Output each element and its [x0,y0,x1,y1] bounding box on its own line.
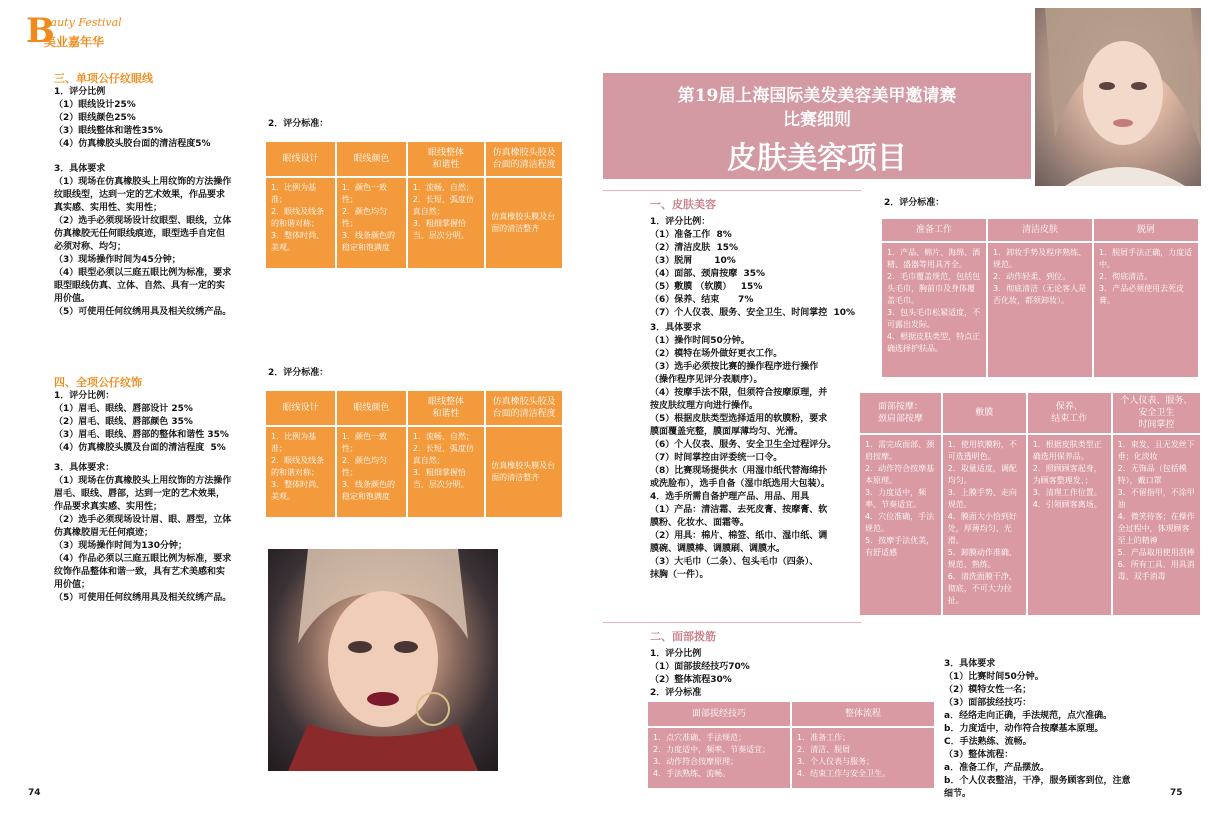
text-line: （3）大毛巾（二条）、包头毛巾（四条）、 [650,557,819,567]
text-line: 2．评分标准 [650,688,702,698]
text-line: （5）敷膜 （软膜） 15% [650,282,763,292]
table-cell: 1．比例为基准； 2．眼线及线条的和谐对称； 3．整体时尚、美观。 [266,178,335,268]
section-2-score-table [646,700,936,790]
table-header: 准备工作 [882,219,986,241]
text-line: 1．评分比例： [54,391,115,401]
text-line: （5）可使用任何纹绣用具及相关纹绣产品。 [54,593,232,603]
table-header: 眼线颜色 [337,391,406,425]
table-cell: 1．准备工作； 2．清洁、脱屑 3．个人仪表与服务； 4．结束工作与安全卫生。 [792,728,934,788]
table-cell: 1．点穴准确、手法规范； 2．力度适中，频率、节奏适宜； 3．动作符合按摩原理； 4．手法熟练、流畅。 [648,728,790,788]
table-cell: 1．流畅、自然； 2．长短、弧度仿真自然； 3．粗细掌握恰当、层次分明。 [408,427,484,517]
table-header: 面部拔经技巧 [648,702,790,726]
table-header: 眼线设计 [266,391,335,425]
text-line: （操作程序见评分表顺序）。 [650,375,763,385]
section-divider [603,190,861,191]
table-header: 眼线设计 [266,142,335,176]
text-line: 膜碗、调膜棒、调膜刷、调膜水。 [650,544,786,554]
text-line: （8）比赛现场提供水（用湿巾纸代替海绵扑 [650,466,828,476]
text-line: 眉毛、眼线、唇部，达到一定的艺术效果， [54,489,226,499]
text-line: 仿真橡胶眉无任何痕迹； [54,528,154,538]
table-cell: 仿真橡胶头膜及台面的清洁整齐 [486,178,562,268]
section-3-requirements [54,163,231,319]
section-1-ratio [650,216,855,320]
req-title: 3．具体要求： [54,463,115,473]
text-line: （1）眉毛、眼线、唇部设计 25% [54,404,193,414]
text-line: （1）面部拔经技巧70% [650,662,750,672]
right-page [598,0,1208,825]
section-1-score-table-a [880,217,1200,379]
text-line: （4）面部、颈肩按摩 35% [650,269,766,279]
text-line: 真实感、实用性、实用性； [54,203,163,213]
text-line: （3）眼线整体和谐性35% [54,126,163,136]
title-banner [603,73,1031,179]
table-header: 仿真橡胶头胶及 台面的清洁程度 [486,142,562,176]
text-line: 用价值； [54,580,91,590]
banner-subtitle: 比赛细则 [783,110,851,130]
logo-letter: B [26,11,55,51]
text-line: 抹胸（一件）。 [650,570,709,580]
text-line: （3）现场操作时间为45分钟； [54,255,181,265]
text-line: （5）可使用任何纹绣用具及相关纹绣产品。 [54,307,232,317]
table-header: 眼线整体 和谐性 [408,142,484,176]
text-line: b．个人仪表整洁，干净，服务顾客到位，注意 [944,776,1131,786]
text-line: （4）作品必须以三庭五眼比例为标准，要求 [54,554,232,564]
text-line: （2）清洁皮肤 15% [650,243,739,253]
table-header: 眼线颜色 [337,142,406,176]
text-line: （3）面部拔经技巧： [944,698,1032,708]
text-line: （2）选手必须现场设计眉、眼、唇型，立体 [54,515,232,525]
text-line: （3）选手必须按比赛的操作程序进行操作 [650,362,819,372]
text-line: （2）用具：棉片、棉签、纸巾、湿巾纸、调 [650,531,828,541]
table-cell: 1．根据皮肤类型正确选用保养品。 2．照顾顾客起身，为顾客整理发、； 3．清理工作位置。 4．引领顾客离场。 [1028,435,1111,615]
section-4-requirements [54,462,231,605]
section-4-score-table [264,389,564,519]
page-number: 74 [28,788,41,798]
table-cell: 仿真橡胶头膜及台面的清洁整齐 [486,427,562,517]
text-line: 用价值。 [54,294,91,304]
section-4-title: 四、全项公仔纹饰 [54,376,142,389]
section-4-ratio [54,390,229,455]
text-line: 1．评分比例 [650,649,702,659]
text-line: （6）保养、结束 7% [650,295,754,305]
text-line: （1）比赛时间50分钟。 [944,672,1044,682]
req-title: 3．具体要求 [650,323,702,333]
table-cell: 1．颜色一致性； 2．颜色均匀性； 3．线条颜色的稳定和饱满度 [337,427,406,517]
table-header: 仿真橡胶头胶及 台面的清洁程度 [486,391,562,425]
text-line: （2）眼线颜色25% [54,113,136,123]
req-title: 3．具体要求 [54,164,106,174]
text-line: 1．评分比例 [54,87,106,97]
text-line: （2）眉毛、眼线、唇部颜色 35% [54,417,193,427]
text-line: 膜粉、化妆水、面霜等。 [650,518,750,528]
section-3-ratio [54,86,211,151]
section-3-title: 三、单项公仔纹眼线 [54,72,153,85]
table-header: 清洁皮肤 [988,219,1092,241]
table-header: 个人仪表、服务、 安全卫生 时间掌控 [1113,393,1200,433]
text-line: （3）眉毛、眼线、唇部的整体和谐性 35% [54,430,229,440]
text-line: 作品要求真实感、实用性； [54,502,163,512]
text-line: （4）眼型必须以三庭五眼比例为标准，要求 [54,268,232,278]
table-header: 眼线整体 和谐性 [408,391,484,425]
text-line: C．手法熟练、流畅。 [944,737,1032,747]
text-line: （1）操作时间50分钟。 [650,336,750,346]
text-line: （4）仿真橡胶头膜及台面的清洁程度 5% [54,443,226,453]
section-2-title: 二、面部拨筋 [650,630,716,643]
text-line: 4．选手所需自备护理产品、用品、用具 [650,492,810,502]
text-line: （1）产品：清洁霜、去死皮膏、按摩膏、软 [650,505,828,515]
text-line: 纹眼线型，达到一定的艺术效果，作品要求 [54,190,226,200]
table-cell: 1．需完成面部、颈肩按摩。 2．动作符合按摩基本原理。 3．力度适中，频率、节奏适宜。 4．穴位准确，手法规范。 5．按摩手法优美，有舒适感 [860,435,941,615]
table-header: 面部按摩： 颈肩部按摩 [860,393,941,433]
text-line: 1．评分比例： [650,217,711,227]
section-1-score-table-b [858,391,1202,617]
text-line: （1）准备工作 8% [650,230,732,240]
table-cell: 1．脱屑手法正确，力度适中。 2．彻底清洁。 3．产品必须使用去死皮膏。 [1094,243,1198,377]
text-line: （4）按摩手法不限，但须符合按摩原理，并 [650,388,828,398]
skincare-model-photo [1035,8,1201,186]
section-divider [603,622,861,623]
text-line: 细节。 [944,789,972,799]
table-header: 整体流程 [792,702,934,726]
text-line: 膜面覆盖完整，膜面厚薄均匀、光滑。 [650,427,804,437]
logo-subtitle: eauty Festival [44,16,122,29]
table-cell: 1．使用软膜粉，不可选透明色。 2．取量适度，调配均匀。 3．上膜手势、走向规范。 4．膜面大小恰到好处，厚薄均匀、光滑。 5．卸膜动作准确、规范、熟练。 6．清洗面膜干净、彻底，不可大力拉扯。 [943,435,1026,615]
text-line: （4）仿真橡胶头胶台面的清洁程度5% [54,139,211,149]
text-line: （3）脱屑 10% [650,256,736,266]
makeup-model-photo [268,549,498,771]
text-line: （2）模特在场外做好更衣工作。 [650,349,783,359]
table-cell: 1．流畅、自然； 2．长短、弧度仿真自然； 3．粗细掌握恰当、层次分明。 [408,178,484,268]
table-cell: 1．束发，且无发丝下垂；化淡妆 2．无饰品（包括模特），戴口罩 3．不留指甲，不涂甲油 4．微笑待客；在操作全过程中，体现顾客至上的精神 5．产品取用使用刮棒 6．所有工具、用具消毒、双手消毒 [1113,435,1200,615]
table-cell: 1．比例为基准； 2．眼线及线条的和谐对称； 3．整体时尚、美观。 [266,427,335,517]
text-line: 仿真橡胶无任何眼线痕迹，眼型选手自定但 [54,229,226,239]
text-line: （5）根据皮肤类型选择适用的软膜粉，要求 [650,414,828,424]
page-number: 75 [1170,788,1183,798]
table-cell: 1．卸妆手势及程序熟练、规范。 2．动作轻柔、到位。 3．彻底清洁（无论客人是否化妆，都须卸妆）。 [988,243,1092,377]
table-header: 敷膜 [943,393,1026,433]
text-line: （1）眼线设计25% [54,100,136,110]
text-line: （2）模特女性一名； [944,685,1032,695]
text-line: a．经络走向正确，手法规范，点穴准确。 [944,711,1113,721]
logo-text: 美业嘉年华 [44,35,105,49]
text-line: 按皮肤纹理方向进行操作。 [650,401,759,411]
table-header: 保养、 结束工作 [1028,393,1111,433]
table-cell: 1．产品、棉片、海绵、酒精、盛器等用具齐全。 2．毛巾覆盖规范，包括包头毛巾，胸前巾及身体覆盖毛巾。 3．包头毛巾松紧适度，不可露出发际。 4．根据皮肤类型，特点正确选择护肤品。 [882,243,986,377]
model-illustration [268,549,498,771]
section-3-std-label: 2．评分标准： [268,119,329,129]
text-line: 纹饰作品整体和谐一致，具有艺术美感和实 [54,567,226,577]
section-2-requirements [944,658,1130,801]
banner-event-title: 第19届上海国际美发美容美甲邀请赛 [677,86,957,106]
banner-project-title: 皮肤美容项目 [727,141,907,176]
table-header: 脱屑 [1094,219,1198,241]
text-line: （7）个人仪表、服务、安全卫生、时间掌控 10% [650,308,856,318]
text-line: （2）整体流程30% [650,675,732,685]
text-line: （3）整体流程： [944,750,1014,760]
text-line: （2）选手必须现场设计纹眼型、眼线，立体 [54,216,232,226]
section-2-ratio [650,648,750,700]
section-1-std-label: 2．评分标准： [884,198,945,208]
text-line: （6）个人仪表、服务、安全卫生全过程评分。 [650,440,837,450]
text-line: （3）现场操作时间为130分钟； [54,541,188,551]
section-1-requirements [650,322,836,582]
text-line: a．准备工作，产品摆放。 [944,763,1050,773]
text-line: （1）现场在仿真橡胶头上用纹饰的方法操作 [54,476,232,486]
left-page [0,0,598,825]
section-4-std-label: 2．评分标准： [268,368,329,378]
model-illustration [1035,8,1201,186]
text-line: b．力度适中，动作符合按摩基本原理。 [944,724,1104,734]
text-line: （7）时间掌控由评委统一口令。 [650,453,783,463]
text-line: 或洗脸布），选手自备（湿巾纸选用大包装）。 [650,479,831,489]
text-line: 3．具体要求 [944,659,996,669]
text-line: 必须对称、均匀； [54,242,127,252]
text-line: （1）现场在仿真橡胶头上用纹饰的方法操作 [54,177,232,187]
text-line: 眼型眼线仿真、立体、自然、具有一定的实 [54,281,226,291]
section-1-title: 一、皮肤美容 [650,198,716,211]
table-cell: 1．颜色一致性； 2．颜色均匀性； 3．线条颜色的稳定和饱满度 [337,178,406,268]
section-3-score-table [264,140,564,270]
